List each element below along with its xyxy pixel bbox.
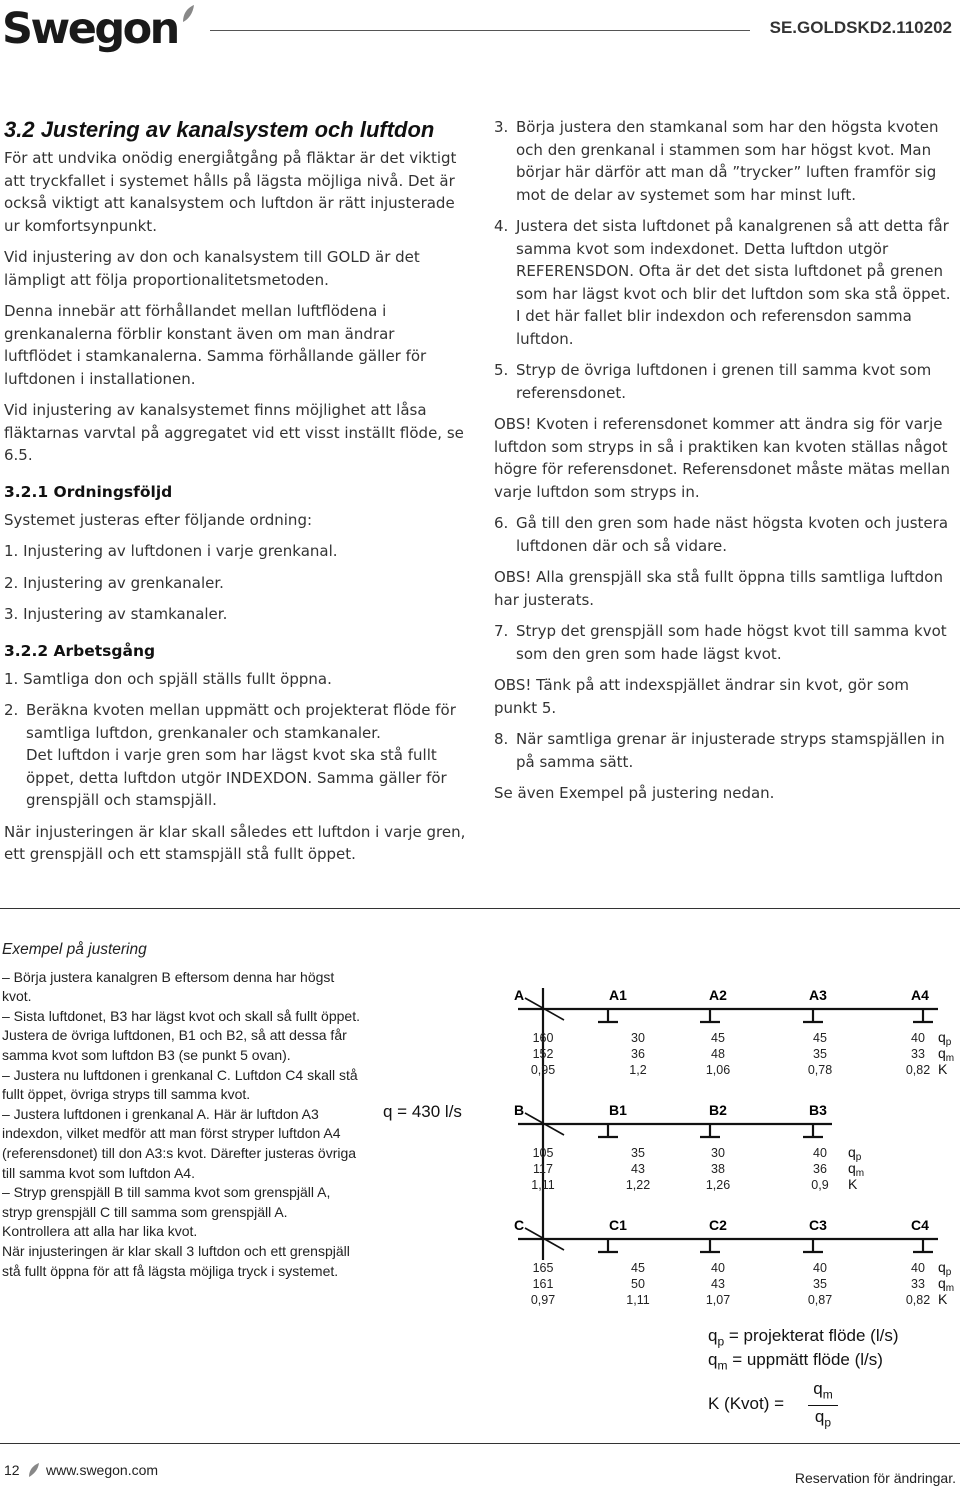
flow-value: 117 (533, 1162, 553, 1176)
list-text: Justera det sista luftdonet på kanalgrenen så att detta får samma kvot som indexdonet. Detta luftdon utgör REFERENSDON. Ofta är det det sista luftdonet på grenen som har lägst kvot och blir det luftdon som ska stå öppet. I det här fallet blir indexdon och referensdon samma luftdon. (516, 217, 951, 348)
page-number: 12 (4, 1462, 20, 1478)
list-item (494, 116, 956, 206)
flow-value: 1,26 (705, 1178, 731, 1192)
flow-value: 160 (532, 1031, 554, 1045)
flow-value: 45 (711, 1031, 725, 1045)
symbol-subscript: p (855, 1152, 862, 1163)
list-text: Det luftdon i varje gren som har lägst kvot ska stå fullt öppet, detta luftdon utgör INDEXDON. Samma gäller för grenspjäll och stamspjäll. (26, 746, 447, 809)
list-text: Beräkna kvoten mellan uppmätt och projekterat flöde för samtliga luftdon, grenkanaler och stamkanaler. (26, 701, 456, 742)
total-flow: q = 430 l/s (383, 1102, 462, 1121)
paragraph: Vid injustering av don och kanalsystem till GOLD är det lämpligt att följa proportionalitetsmetoden. (4, 248, 420, 289)
k-denominator (808, 1406, 838, 1431)
legend-k: K (Kvot) = (708, 1394, 785, 1413)
flow-value: 152 (532, 1047, 554, 1061)
symbol-layer (848, 1029, 954, 1307)
node-label: B3 (809, 1102, 827, 1118)
flow-value: 45 (631, 1261, 645, 1275)
obs-note: OBS! Alla grenspjäll ska stå fullt öppna tills samtliga luftdon har justerats. (494, 568, 943, 609)
swegon-logo: Swegon (2, 4, 178, 54)
node-label: C4 (911, 1217, 929, 1233)
list-number: 4. (494, 217, 509, 235)
legend-qm (708, 1350, 883, 1372)
node-label: C2 (709, 1217, 727, 1233)
symbol-label: $q_m$ (938, 1045, 955, 1064)
example-box (2, 940, 362, 1281)
list-number: 6. (494, 514, 509, 532)
flow-value: 1,2 (629, 1063, 647, 1077)
list-item (494, 620, 956, 665)
flow-value: 35 (631, 1146, 645, 1160)
list-item: 2. Injustering av grenkanaler. (4, 573, 224, 592)
paragraph: Vid injustering av kanalsystemet finns möjlighet att låsa fläktarnas varvtal på aggregatet vid ett visst inställt flöde, se 6.5. (4, 401, 464, 464)
list-number: 3. (494, 118, 509, 136)
symbol-q: q (814, 1407, 825, 1427)
flow-value: 165 (532, 1261, 554, 1275)
header-rule (210, 30, 750, 31)
flow-value: 35 (813, 1277, 827, 1291)
flow-value: 33 (911, 1047, 925, 1061)
flow-value: 1,22 (625, 1178, 651, 1192)
k-numerator (808, 1380, 838, 1406)
node-label: A2 (709, 987, 727, 1003)
list-item (494, 512, 956, 557)
flow-value: 30 (711, 1146, 725, 1160)
flow-value: 0,87 (807, 1293, 833, 1307)
example-line: Justera de övriga luftdonen, B1 och B2, så att dessa får samma kvot som luftdon B3 (se punkt 5 ovan). (2, 1027, 347, 1063)
example-line: När injusteringen är klar skall 3 luftdon och ett grenspjäll stå fullt öppna för att få lägsta möjliga tryck i systemet. (2, 1242, 350, 1279)
node-label: A1 (609, 987, 627, 1003)
obs-note: OBS! Kvoten i referensdonet kommer att ändra sig för varje luftdon som stryps in så i praktiken kan kvoten ställas något högre för referensdonet. Referensdonet måste mätas mellan varje luftdon som stryps in. (494, 415, 951, 501)
flow-value: 161 (532, 1277, 554, 1291)
see-also: Se även Exempel på justering nedan. (494, 784, 775, 802)
list-text: Stryp de övriga luftdonen i grenen till samma kvot som referensdonet. (516, 361, 932, 402)
list-number: 8. (494, 730, 509, 748)
list-number: 2. (4, 701, 19, 719)
leaf-icon (181, 4, 195, 24)
example-line: – Stryp grenspjäll B till samma kvot som grenspjäll A, stryp grenspjäll C till samma som grenspjäll A. (2, 1184, 331, 1220)
flow-value: 0,95 (530, 1063, 556, 1077)
flow-value: 105 (532, 1146, 554, 1160)
example-line: – Sista luftdonet, B3 har lägst kvot och skall så fullt öppet. (2, 1007, 360, 1024)
symbol-label: $q_m$ (848, 1160, 865, 1179)
example-line: – Justera luftdonen i grenkanal A. Här är luftdon A3 indexdon, vilket medför att man först stryper luftdon A4 (referensdonet) till don A3:s kvot. Därefter justeras övriga till samma kvot som luftdon A4. (2, 1105, 357, 1181)
symbol-subscript: p (945, 1037, 952, 1048)
subscript-p: p (717, 1334, 725, 1349)
symbol-subscript: m (945, 1283, 955, 1294)
node-label: C1 (609, 1217, 627, 1233)
flow-value: 1,11 (531, 1178, 555, 1192)
branch-label: B (514, 1102, 525, 1118)
flow-value: 30 (631, 1031, 645, 1045)
legend-qp (708, 1326, 898, 1348)
flow-value: 38 (711, 1162, 725, 1176)
flow-value: 48 (711, 1047, 725, 1061)
legend-text: = projekterat flöde (l/s) (724, 1326, 899, 1345)
flow-value: 40 (911, 1031, 925, 1045)
symbol-subscript: m (855, 1168, 865, 1179)
flow-value: 0,82 (905, 1293, 931, 1307)
symbol-label: K (848, 1176, 858, 1192)
example-title: Exempel på justering (2, 941, 147, 958)
list-item (494, 728, 956, 773)
symbol-subscript: p (945, 1267, 952, 1278)
example-line: Kontrollera att alla har lika kvot. (2, 1223, 198, 1240)
branch-label: C (514, 1217, 525, 1233)
symbol-q: q (708, 1326, 718, 1345)
list-text: Börja justera den stamkanal som har den högsta kvoten och den grenkanal i stammen som har högst kvot. Man börjar här därför att man då ”trycker” luften framför sig mot de delar av systemet som har minst luft. (516, 118, 939, 204)
section-title: 3.2 Justering av kanalsystem och luftdon (4, 117, 435, 142)
symbol-label: $q_m$ (938, 1275, 955, 1294)
symbol-label: $q_p$ (848, 1144, 862, 1163)
subscript-p: p (824, 1415, 832, 1430)
list-item: 3. Injustering av stamkanaler. (4, 605, 228, 623)
flow-value: 1,06 (705, 1063, 731, 1077)
left-column (4, 116, 466, 875)
flow-value: 40 (711, 1261, 725, 1275)
flow-value: 45 (813, 1031, 827, 1045)
flow-value: 43 (711, 1277, 725, 1291)
subsection-title: 3.2.1 Ordningsföljd (4, 482, 173, 501)
doc-code: SE.GOLDSKD2.110202 (769, 18, 952, 37)
flow-value: 50 (631, 1277, 645, 1291)
flow-value: 0,97 (530, 1293, 556, 1307)
footer-rule (0, 1443, 960, 1444)
branch-label: A (514, 987, 525, 1003)
subscript-m: m (717, 1358, 728, 1373)
subsection-title: 3.2.2 Arbetsgång (4, 641, 156, 660)
list-item (494, 215, 956, 350)
legend-text: = uppmätt flöde (l/s) (727, 1350, 883, 1369)
flow-value: 0,9 (811, 1178, 829, 1192)
value-layer (531, 1031, 930, 1307)
k-fraction (808, 1380, 838, 1432)
list-number: 7. (494, 622, 509, 640)
list-text: Stryp det grenspjäll som hade högst kvot till samma kvot som den gren som hade lägst kvot. (516, 622, 947, 663)
list-item (4, 699, 466, 812)
node-label: A4 (911, 987, 929, 1003)
leaf-icon (28, 1462, 40, 1478)
obs-note: OBS! Tänk på att indexspjället ändrar sin kvot, gör som punkt 5. (494, 676, 910, 717)
symbol-q: q (813, 1379, 823, 1398)
paragraph: För att undvika onödig energiåtgång på fläktar är det viktigt att tryckfallet i systemet hålls på lägsta möjliga nivå. Det är också viktigt att kanalsystem och luftdon är rätt injusterade ur komfortsynpunkt. (4, 149, 457, 235)
flow-value: 35 (813, 1047, 827, 1061)
flow-value: 0,82 (905, 1063, 931, 1077)
node-label: C3 (809, 1217, 827, 1233)
list-item (494, 359, 956, 404)
paragraph: När injusteringen är klar skall således ett luftdon i varje gren, ett grenspjäll och ett stamspjäll stå fullt öppet. (4, 822, 466, 863)
node-label: B2 (709, 1102, 727, 1118)
symbol-label: K (938, 1291, 948, 1307)
flow-value: 36 (631, 1047, 645, 1061)
flow-value: 40 (911, 1261, 925, 1275)
node-label: B1 (609, 1102, 627, 1118)
node-label: A3 (809, 987, 827, 1003)
duct-lines (518, 988, 938, 1260)
list-text: När samtliga grenar är injusterade stryps stamspjällen in på samma sätt. (516, 730, 945, 771)
flow-value: 33 (911, 1277, 925, 1291)
duct-diagram (370, 960, 960, 1320)
example-line: – Börja justera kanalgren B eftersom denna har högst kvot. (2, 968, 335, 1005)
footer-url[interactable]: www.swegon.com (46, 1462, 159, 1478)
flow-value: 40 (813, 1146, 827, 1160)
subscript-m: m (822, 1387, 833, 1402)
list-number: 5. (494, 361, 509, 379)
right-column (494, 116, 956, 814)
list-item: 1. Injustering av luftdonen i varje grenkanal. (4, 542, 338, 560)
flow-value: 1,07 (705, 1293, 731, 1307)
paragraph: Denna innebär att förhållandet mellan luftflödena i grenkanalerna förblir konstant även om man ändrar luftflödet i stamkanalerna. Samma förhållande gäller för luftdonen i installationen. (4, 302, 427, 388)
flow-value: 43 (631, 1162, 645, 1176)
footer-note: Reservation för ändringar. (794, 1470, 956, 1486)
list-item: 1. Samtliga don och spjäll ställs fullt öppna. (4, 669, 332, 688)
section-divider (0, 908, 960, 909)
flow-value: 1,11 (626, 1293, 650, 1307)
flow-value: 0,78 (807, 1063, 833, 1077)
symbol-label: K (938, 1061, 948, 1077)
symbol-label: $q_p$ (938, 1259, 952, 1278)
list-text: Gå till den gren som hade näst högsta kvoten och justera luftdonen där och så vidare. (516, 514, 949, 555)
symbol-q: q (708, 1350, 718, 1369)
flow-value: 36 (813, 1162, 827, 1176)
symbol-subscript: m (945, 1053, 955, 1064)
symbol-label: $q_p$ (938, 1029, 952, 1048)
example-line: – Justera nu luftdonen i grenkanal C. Luftdon C4 skall stå fullt öppet, övriga stryps till samma kvot. (2, 1066, 358, 1103)
paragraph: Systemet justeras efter följande ordning: (4, 510, 313, 529)
flow-value: 40 (813, 1261, 827, 1275)
